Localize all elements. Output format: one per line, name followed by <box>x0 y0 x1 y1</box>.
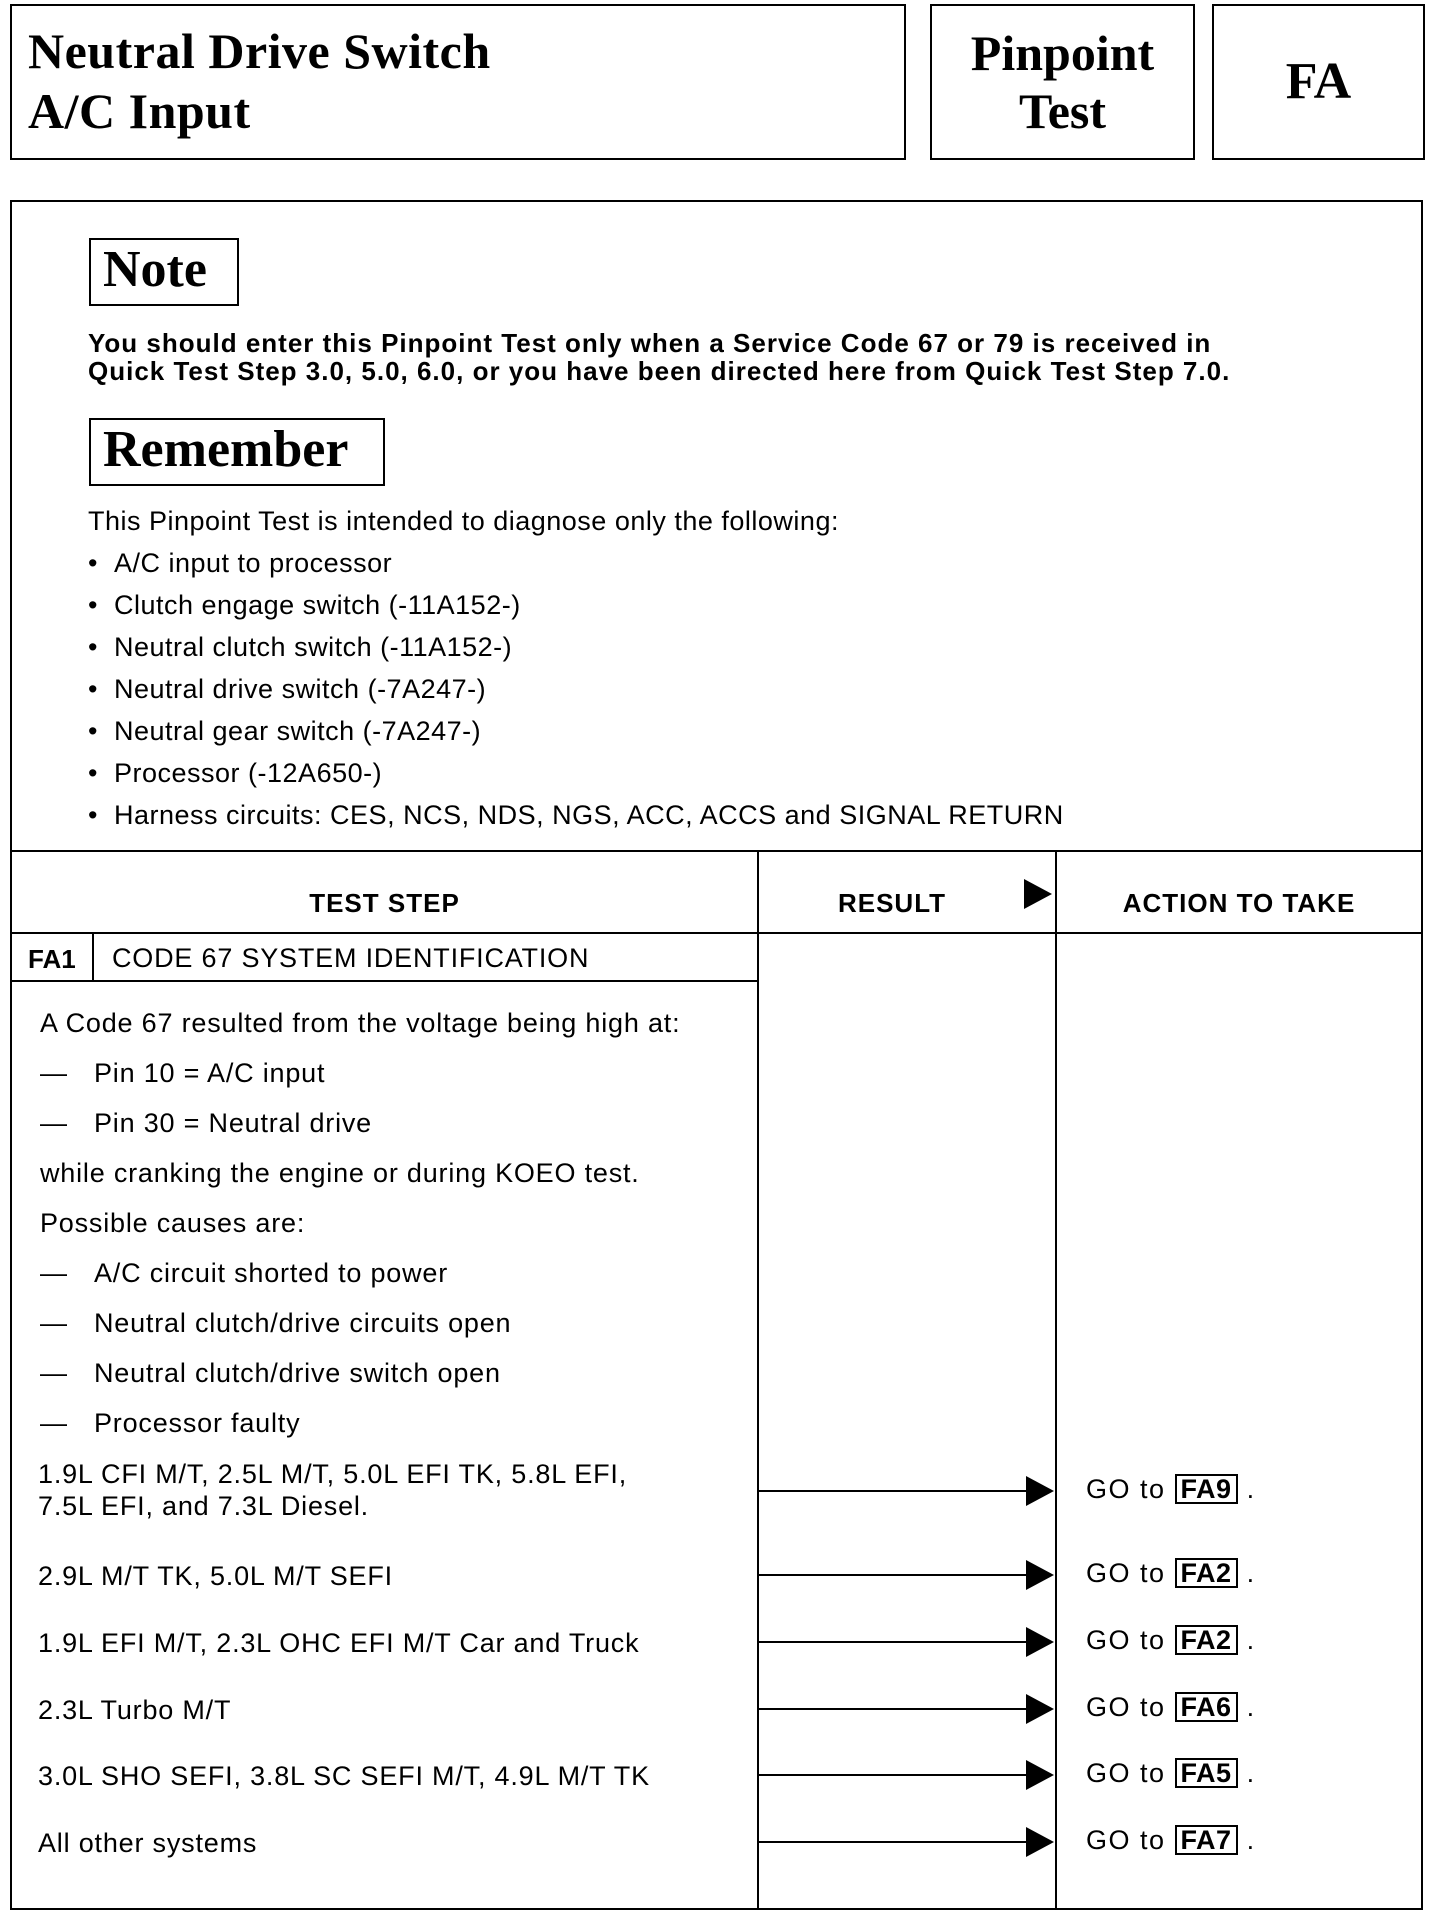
main-panel <box>10 200 1423 1910</box>
column-header-test-step: TEST STEP <box>309 888 460 918</box>
goto-step-link[interactable]: FA9 <box>1175 1474 1238 1504</box>
list-item: • Clutch engage switch (-11A152-) <box>88 590 521 620</box>
step-title: CODE 67 SYSTEM IDENTIFICATION <box>112 943 590 973</box>
test-label: Test <box>1018 83 1107 139</box>
action-goto: GO to FA9 . <box>1086 1474 1256 1504</box>
list-item: • Neutral drive switch (-7A247-) <box>88 674 487 704</box>
goto-step-link[interactable]: FA5 <box>1175 1758 1238 1788</box>
cause-item: — Neutral clutch/drive circuits open <box>40 1308 512 1338</box>
right-arrow-icon <box>1026 1476 1054 1506</box>
step-body-line: A Code 67 resulted from the voltage being high at: <box>40 1008 681 1038</box>
result-row-label: 1.9L CFI M/T, 2.5L M/T, 5.0L EFI TK, 5.8L EFI, 7.5L EFI, and 7.3L Diesel. <box>38 1459 628 1521</box>
remember-heading: Remember <box>89 418 385 486</box>
list-item: • Neutral clutch switch (-11A152-) <box>88 632 513 662</box>
dash-icon: — <box>40 1108 68 1138</box>
result-row-label: All other systems <box>38 1828 258 1858</box>
goto-step-link[interactable]: FA6 <box>1175 1692 1238 1722</box>
note-line-1: You should enter this Pinpoint Test only when a Service Code 67 or 79 is received in <box>88 328 1212 358</box>
step-body-line: — Pin 10 = A/C input <box>40 1058 326 1088</box>
dash-icon: — <box>40 1058 68 1088</box>
table-header-bottom-border <box>12 932 1421 934</box>
cause-item: — Neutral clutch/drive switch open <box>40 1358 501 1388</box>
goto-step-link[interactable]: FA2 <box>1175 1625 1238 1655</box>
action-goto: GO to FA7 . <box>1086 1825 1256 1855</box>
step-body-line: — Pin 30 = Neutral drive <box>40 1108 372 1138</box>
right-arrow-icon <box>1026 1560 1054 1590</box>
note-heading: Note <box>89 238 239 306</box>
bullet-icon: • <box>88 632 98 662</box>
result-row-label: 3.0L SHO SEFI, 3.8L SC SEFI M/T, 4.9L M/T TK <box>38 1761 650 1791</box>
dash-icon: — <box>40 1258 68 1288</box>
dash-icon: — <box>40 1358 68 1388</box>
list-item: • A/C input to processor <box>88 548 393 578</box>
column-divider-action <box>1055 850 1057 1910</box>
column-divider-result <box>757 850 759 1910</box>
result-row-label: 2.3L Turbo M/T <box>38 1695 232 1725</box>
dash-icon: — <box>40 1408 68 1438</box>
action-goto: GO to FA2 . <box>1086 1558 1256 1588</box>
step-id: FA1 <box>28 944 76 974</box>
bullet-icon: • <box>88 758 98 788</box>
cause-item: — Processor faulty <box>40 1408 301 1438</box>
cause-item: — A/C circuit shorted to power <box>40 1258 449 1288</box>
result-arrow-line <box>757 1774 1027 1776</box>
goto-step-link[interactable]: FA7 <box>1175 1825 1238 1855</box>
result-arrow-line <box>757 1841 1027 1843</box>
result-arrow-line <box>757 1490 1027 1492</box>
bullet-icon: • <box>88 590 98 620</box>
step-body-line: while cranking the engine or during KOEO test. <box>40 1158 640 1188</box>
step-id-divider <box>92 932 94 980</box>
result-row-label: 2.9L M/T TK, 5.0L M/T SEFI <box>38 1561 393 1591</box>
column-header-result: RESULT <box>837 888 947 918</box>
right-arrow-icon <box>1026 1694 1054 1724</box>
bullet-icon: • <box>88 548 98 578</box>
pinpoint-label: Pinpoint <box>970 25 1155 81</box>
title-line-1: Neutral Drive Switch <box>28 23 491 79</box>
action-goto: GO to FA5 . <box>1086 1758 1256 1788</box>
remember-intro: This Pinpoint Test is intended to diagnose only the following: <box>88 506 839 536</box>
bullet-icon: • <box>88 800 98 830</box>
pinpoint-test-box <box>930 4 1195 160</box>
result-arrow-line <box>757 1708 1027 1710</box>
step-header-bottom-border <box>12 980 757 982</box>
result-arrow-icon <box>1024 879 1052 909</box>
goto-step-link[interactable]: FA2 <box>1175 1558 1238 1588</box>
bullet-icon: • <box>88 716 98 746</box>
action-goto: GO to FA6 . <box>1086 1692 1256 1722</box>
bullet-icon: • <box>88 674 98 704</box>
result-arrow-line <box>757 1574 1027 1576</box>
title-box <box>10 4 906 160</box>
right-arrow-icon <box>1026 1627 1054 1657</box>
list-item: • Processor (-12A650-) <box>88 758 383 788</box>
table-top-border <box>12 850 1421 852</box>
test-code: FA <box>1285 53 1352 110</box>
result-row-label: 1.9L EFI M/T, 2.3L OHC EFI M/T Car and Truck <box>38 1628 640 1658</box>
title-line-2: A/C Input <box>28 83 251 139</box>
right-arrow-icon <box>1026 1760 1054 1790</box>
step-body-line: Possible causes are: <box>40 1208 306 1238</box>
list-item: • Harness circuits: CES, NCS, NDS, NGS, ACC, ACCS and SIGNAL RETURN <box>88 800 1064 830</box>
test-code-box <box>1212 4 1425 160</box>
action-goto: GO to FA2 . <box>1086 1625 1256 1655</box>
list-item: • Neutral gear switch (-7A247-) <box>88 716 482 746</box>
note-line-2: Quick Test Step 3.0, 5.0, 6.0, or you have been directed here from Quick Test Step 7.0. <box>88 356 1231 386</box>
right-arrow-icon <box>1026 1827 1054 1857</box>
result-arrow-line <box>757 1641 1027 1643</box>
column-header-action: ACTION TO TAKE <box>1122 888 1356 918</box>
dash-icon: — <box>40 1308 68 1338</box>
